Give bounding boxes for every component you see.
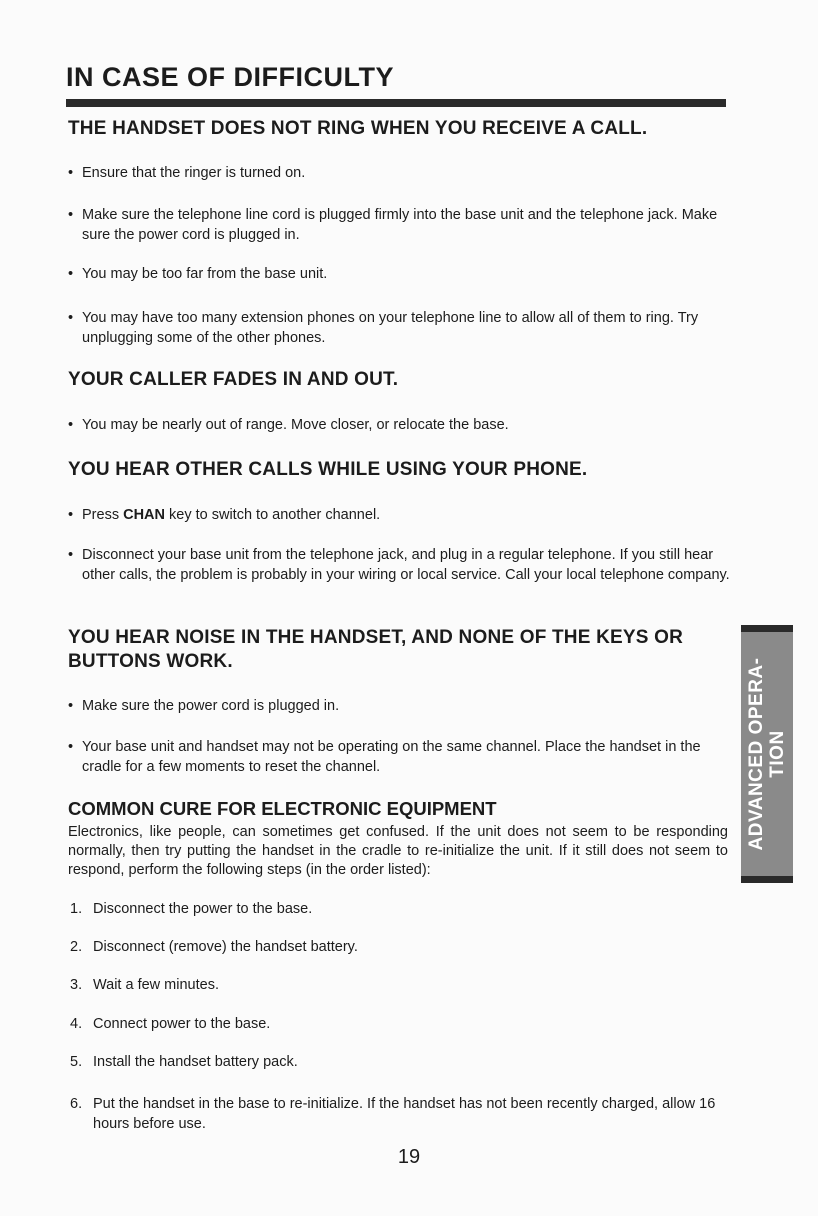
step-item <box>70 937 736 957</box>
bullet-glyph: • <box>68 165 74 181</box>
list-item-text: Ensure that the ringer is turned on. <box>82 165 306 181</box>
common-cure-intro: Electronics, like people, can sometimes get confused. If the unit does not seem to be responding normally, then try putting the handset in the cradle to re-initialize the unit. If it still does not seem to respond, perform the following steps (in the order listed): <box>68 824 728 878</box>
list-item-text: Make sure the telephone line cord is plugged firmly into the base unit and the telephone jack. Make sure the power cord is plugged in. <box>82 207 718 243</box>
list-item <box>68 415 736 435</box>
list-item-text: Disconnect your base unit from the telephone jack, and plug in a regular telephone. If you still hear other calls, the problem is probably in your wiring or local service. Call your local telephone company. <box>82 547 730 583</box>
side-tab-label: ADVANCED OPERA-TION <box>746 657 788 851</box>
list-item-text: You may be nearly out of range. Move closer, or relocate the base. <box>82 417 509 433</box>
bullet-glyph: • <box>68 507 74 523</box>
list-item-text: You may be too far from the base unit. <box>82 266 328 282</box>
step-item <box>70 975 736 995</box>
step-text: Install the handset battery pack. <box>93 1054 298 1070</box>
list-item-text: Your base unit and handset may not be operating on the same channel. Place the handset in the cradle for a few moments to reset the channel. <box>82 739 701 775</box>
step-text: Wait a few minutes. <box>93 977 219 993</box>
list-item-text-after: key to switch to another channel. <box>164 507 381 523</box>
step-number: 5. <box>70 1054 83 1070</box>
list-item <box>68 205 736 245</box>
section-heading-caller-fades: YOUR CALLER FADES IN AND OUT. <box>68 369 399 390</box>
step-text: Disconnect the power to the base. <box>93 901 313 917</box>
section-heading-noise: YOU HEAR NOISE IN THE HANDSET, AND NONE OF THE KEYS OR BUTTONS WORK. <box>68 627 683 672</box>
list-item <box>68 696 736 716</box>
list-item <box>68 308 736 348</box>
list-item <box>68 264 736 284</box>
common-cure-heading: COMMON CURE FOR ELECTRONIC EQUIPMENT <box>68 798 497 819</box>
title-underline-rule <box>66 99 726 107</box>
page-title: IN CASE OF DIFFICULTY <box>66 62 394 92</box>
page-number: 19 <box>397 1146 421 1168</box>
bullet-glyph: • <box>68 207 74 223</box>
list-item <box>68 737 728 777</box>
chan-key-label: CHAN <box>123 507 165 523</box>
section-heading-no-ring: THE HANDSET DOES NOT RING WHEN YOU RECEIVE A CALL. <box>68 118 648 139</box>
bullet-glyph: • <box>68 698 74 714</box>
step-text: Disconnect (remove) the handset battery. <box>93 939 358 955</box>
list-item-text: You may have too many extension phones on your telephone line to allow all of them to ring. Try unplugging some of the other phones. <box>82 310 699 346</box>
list-item <box>68 505 736 525</box>
list-item <box>68 545 736 585</box>
section-heading-other-calls: YOU HEAR OTHER CALLS WHILE USING YOUR PHONE. <box>68 459 588 480</box>
bullet-glyph: • <box>68 310 74 326</box>
list-item-text <box>68 505 736 525</box>
step-item <box>70 1052 736 1072</box>
list-item-text-before: Press <box>82 507 124 523</box>
bullet-glyph: • <box>68 547 74 563</box>
step-number: 4. <box>70 1016 83 1032</box>
step-number: 2. <box>70 939 83 955</box>
step-number: 3. <box>70 977 83 993</box>
step-item <box>70 1014 736 1034</box>
section-side-tab <box>741 625 793 883</box>
bullet-glyph: • <box>68 739 74 755</box>
list-item-text: Make sure the power cord is plugged in. <box>82 698 340 714</box>
step-text: Connect power to the base. <box>93 1016 271 1032</box>
step-number: 1. <box>70 901 83 917</box>
bullet-glyph: • <box>68 417 74 433</box>
step-number: 6. <box>70 1096 83 1112</box>
step-item <box>70 899 736 919</box>
bullet-glyph: • <box>68 266 74 282</box>
list-item <box>68 163 736 183</box>
step-item <box>70 1094 736 1134</box>
step-text: Put the handset in the base to re-initialize. If the handset has not been recently charged, allow 16 hours before use. <box>93 1096 716 1132</box>
